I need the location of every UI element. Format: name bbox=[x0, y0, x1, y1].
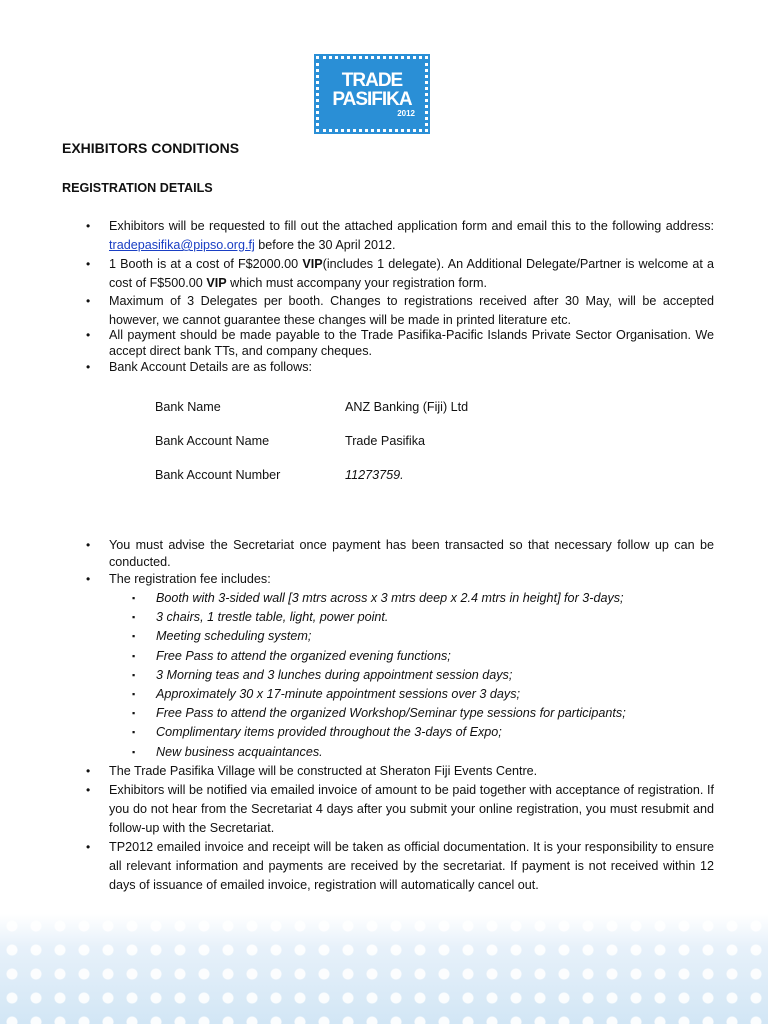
bank-label: Bank Account Number bbox=[155, 468, 281, 482]
list-item: • You must advise the Secretariat once payment has been transacted so that necessary follow up can be conducted. bbox=[62, 537, 714, 570]
include-item: ▪ New business acquaintances. bbox=[109, 743, 714, 762]
logo-line-1: TRADE bbox=[341, 69, 403, 91]
list-item: • Exhibitors will be requested to fill out the attached application form and email this to the following address: tradepasifika@pipso.org.fj before the 30 April 2012. bbox=[62, 217, 714, 255]
trade-pasifika-logo bbox=[316, 56, 428, 132]
list-item: • Bank Account Details are as follows: bbox=[62, 358, 714, 377]
list-item: • All payment should be made payable to the Trade Pasifika-Pacific Islands Private Sector Organisation. We accept direct bank TTs, and company cheques. bbox=[62, 327, 714, 359]
section-heading: REGISTRATION DETAILS bbox=[62, 181, 213, 195]
include-item: ▪ Free Pass to attend the organized Workshop/Seminar type sessions for participants; bbox=[109, 704, 714, 723]
bank-value: Trade Pasifika bbox=[345, 434, 426, 448]
list-item: • Exhibitors will be notified via emailed invoice of amount to be paid together with acceptance of registration. If you do not hear from the Secretariat 4 days after you submit your online registration, you must resubmit and follow-up with the Secretariat. bbox=[62, 781, 714, 838]
payment-list bbox=[62, 537, 714, 895]
logo-year: 2012 bbox=[397, 108, 415, 118]
logo-line-2: PASIFIKA bbox=[332, 88, 412, 110]
include-item: ▪ Meeting scheduling system; bbox=[109, 627, 714, 646]
bank-row bbox=[155, 468, 605, 502]
bank-label: Bank Name bbox=[155, 400, 221, 414]
bank-value: 11273759. bbox=[345, 468, 404, 482]
include-item: ▪ Complimentary items provided throughout the 3-days of Expo; bbox=[109, 723, 714, 742]
registration-list bbox=[62, 217, 714, 377]
list-item: • TP2012 emailed invoice and receipt will be taken as official documentation. It is your responsibility to ensure all relevant information and payments are received by the secretariat. If payment is not received within 12 days of issuance of emailed invoice, registration will automatically cancel out. bbox=[62, 838, 714, 895]
email-link[interactable]: tradepasifika@pipso.org.fj bbox=[109, 238, 255, 252]
include-item: ▪ 3 chairs, 1 trestle table, light, power point. bbox=[109, 608, 714, 627]
includes-list bbox=[109, 589, 714, 762]
list-item: • The registration fee includes: ▪ Booth with 3-sided wall [3 mtrs across x 3 mtrs deep x 2.4 mtrs in height] for 3-days; ▪ 3 chairs, 1 trestle table, light, power point. ▪ Meeting scheduling system; ▪ Free Pass to attend the organized evening functions; ▪ 3 Morning teas and 3 lunches during appointment session days; ▪ Approximately 30 x 17-minute appointment sessions over 3 days; ▪ Free Pass to attend the organized Workshop/Seminar type sessions for participants; ▪ Complimentary items provided throughout the 3-days of Expo; ▪ New business acquaintances. bbox=[62, 570, 714, 762]
bank-row bbox=[155, 400, 605, 434]
list-item: • Maximum of 3 Delegates per booth. Changes to registrations received after 30 May, will be accepted however, we cannot guarantee these changes will be made in printed literature etc. bbox=[62, 292, 714, 330]
include-item: ▪ Free Pass to attend the organized evening functions; bbox=[109, 647, 714, 666]
bank-label: Bank Account Name bbox=[155, 434, 270, 448]
include-item: ▪ Approximately 30 x 17-minute appointment sessions over 3 days; bbox=[109, 685, 714, 704]
list-item: • The Trade Pasifika Village will be constructed at Sheraton Fiji Events Centre. bbox=[62, 762, 714, 781]
page-title: EXHIBITORS CONDITIONS bbox=[62, 140, 240, 156]
bank-details bbox=[155, 400, 605, 502]
bank-value: ANZ Banking (Fiji) Ltd bbox=[345, 400, 469, 414]
bank-row bbox=[155, 434, 605, 468]
include-item: ▪ Booth with 3-sided wall [3 mtrs across x 3 mtrs deep x 2.4 mtrs in height] for 3-days; bbox=[109, 589, 714, 608]
include-item: ▪ 3 Morning teas and 3 lunches during appointment session days; bbox=[109, 666, 714, 685]
list-item: • 1 Booth is at a cost of F$2000.00 VIP(includes 1 delegate). An Additional Delegate/Partner is welcome at a cost of F$500.00 VIP which must accompany your registration form. bbox=[62, 255, 714, 293]
decorative-footer-pattern bbox=[0, 914, 768, 1024]
